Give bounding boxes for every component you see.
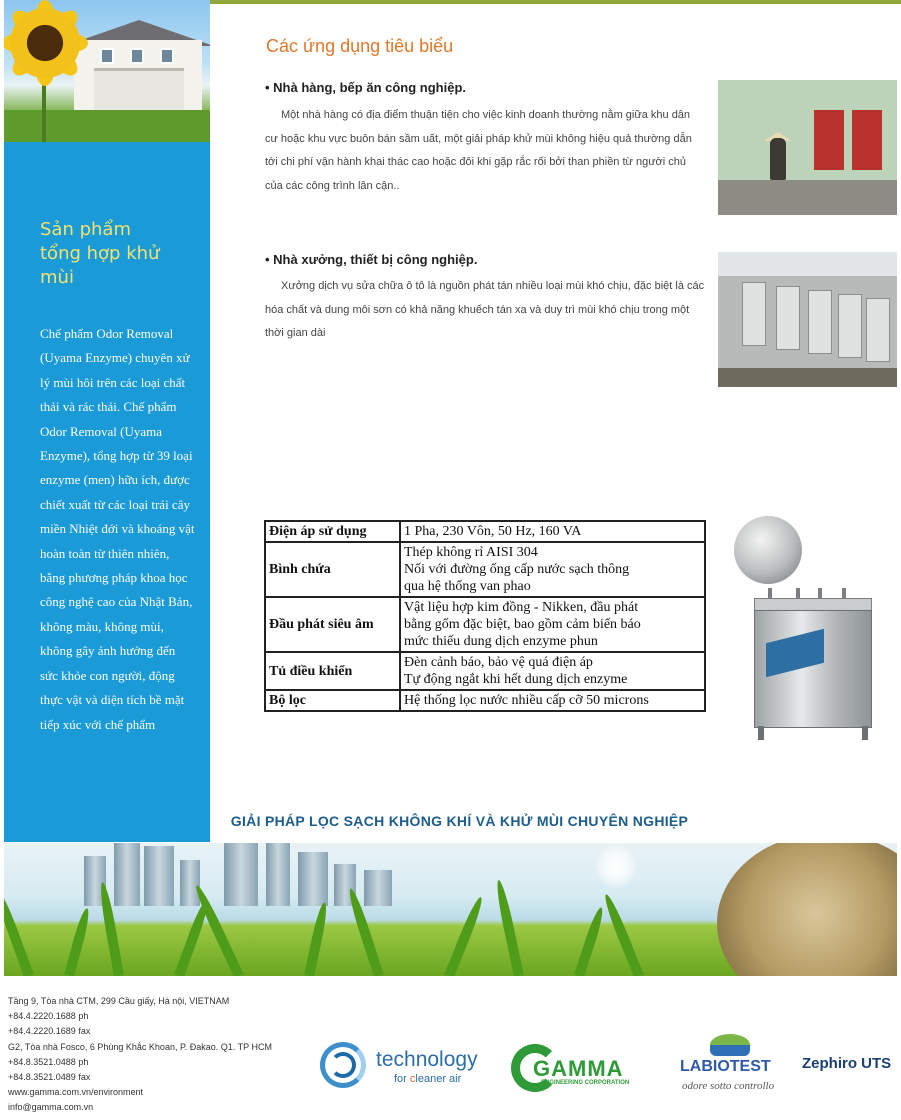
- footer-address: [8, 994, 272, 1116]
- spec-table: [264, 520, 706, 712]
- spec-key: Bình chứa: [265, 542, 400, 597]
- spec-key: Tủ điều khiển: [265, 652, 400, 690]
- factory-photo: [718, 252, 897, 387]
- sidebar-description: Chế phẩm Odor Removal (Uyama Enzyme) chuyên xử lý mùi hôi trên các loại chất thải và rác thải. Chế phẩm Odor Removal (Uyama Enzyme), tổng hợp từ 39 loại enzyme (men) hữu ích, được chiết xuất từ các loại trái cây miền Nhiệt đới và khoáng vật hoàn toàn từ thiên nhiên, bằng phương pháp khoa học công nghệ cao của Nhật Bản, không màu, không mùi, không gây ảnh hưởng đến sức khỏe con người, động thực vật và diện tích bề mặt tiếp xúc với chế phẩm: [40, 326, 195, 732]
- labiotest-logo: LABIOTEST odore sotto controllo: [680, 1034, 788, 1100]
- restaurant-photo: [718, 80, 897, 215]
- address-line: G2, Tòa nhà Fosco, 6 Phùng Khắc Khoan, P. Đakao. Q1. TP HCM: [8, 1041, 272, 1052]
- nozzle-disc-image: [734, 516, 802, 584]
- sidebar: [4, 0, 210, 842]
- spec-value: Hệ thống lọc nước nhiều cấp cỡ 50 microns: [400, 690, 705, 711]
- application-text-factory: Xưởng dịch vụ sửa chữa ô tô là nguồn phát tán nhiều loại mùi khó chịu, đặc biệt là các hóa chất và dung môi sơn có khả năng khuếch tán xa và duy trì mùi khó chịu trong một thời gian dài: [265, 280, 705, 339]
- application-heading-restaurant: • Nhà hàng, bếp ăn công nghiệp.: [265, 80, 466, 95]
- zephiro-logo: Zephiro UTS: [802, 1055, 892, 1072]
- gamma-logo: GAMMA ENGINEERING CORPORATION: [511, 1044, 647, 1092]
- spec-key: Đầu phát siêu âm: [265, 597, 400, 652]
- top-rule: [210, 0, 901, 4]
- fax-line: +84.8.3521.0489 fax: [8, 1072, 91, 1083]
- table-row: [265, 690, 705, 711]
- spec-value: Đèn cảnh báo, bảo vệ quá điện áp Tự động ngắt khi hết dung dịch enzyme: [400, 652, 705, 690]
- table-row: [265, 542, 705, 597]
- spec-value: Vật liệu hợp kim đồng - Nikken, đầu phát bằng gốm đặc biệt, bao gồm cảm biến báo mức thiếu dung dịch enzyme phun: [400, 597, 705, 652]
- email-link[interactable]: info@gamma.com.vn: [8, 1102, 94, 1113]
- address-line: Tầng 9, Tòa nhà CTM, 299 Cầu giấy, Hà nội, VIETNAM: [8, 996, 230, 1006]
- application-text-restaurant: Một nhà hàng có địa điểm thuận tiện cho việc kinh doanh thường nằm giữa khu dân cư hoặc khu vực buôn bán sầm uất, một giải pháp khử mùi không hiệu quả thường dẫn tới chi phí vận hành khai thác cao hoặc đôi khi gặp rắc rối bởi than phiền từ người chủ của các công trình lân cận..: [265, 109, 692, 192]
- phone-line: +84.8.3521.0488 ph: [8, 1056, 89, 1067]
- slogan: GIẢI PHÁP LỌC SẠCH KHÔNG KHÍ VÀ KHỬ MÙI CHUYÊN NGHIỆP: [230, 813, 689, 829]
- application-heading-factory: • Nhà xưởng, thiết bị công nghiệp.: [265, 252, 478, 267]
- technology-logo: technology for cleaner air: [320, 1040, 490, 1090]
- spec-key: Điện áp sử dụng: [265, 521, 400, 542]
- sidebar-title: Sản phẩm tổng hợp khử mùi: [40, 219, 160, 288]
- spec-key: Bộ lọc: [265, 690, 400, 711]
- hero-image-sunflower-house: [4, 0, 210, 142]
- spec-value: 1 Pha, 230 Vôn, 50 Hz, 160 VA: [400, 521, 705, 542]
- odor-removal-machine-image: [734, 514, 900, 746]
- website-link[interactable]: www.gamma.com.vn/environment: [8, 1087, 144, 1098]
- table-row: [265, 597, 705, 652]
- spec-value: Thép không rỉ AISI 304 Nối với đường ống cấp nước sạch thông qua hệ thống van phao: [400, 542, 705, 597]
- fax-line: +84.4.2220.1689 fax: [8, 1026, 91, 1037]
- table-row: [265, 521, 705, 542]
- labiotest-mark-icon: [710, 1034, 750, 1056]
- phone-line: +84.4.2220.1688 ph: [8, 1011, 89, 1022]
- table-row: [265, 652, 705, 690]
- green-city-banner-image: [4, 843, 897, 976]
- section-title: Các ứng dụng tiêu biểu: [266, 36, 454, 56]
